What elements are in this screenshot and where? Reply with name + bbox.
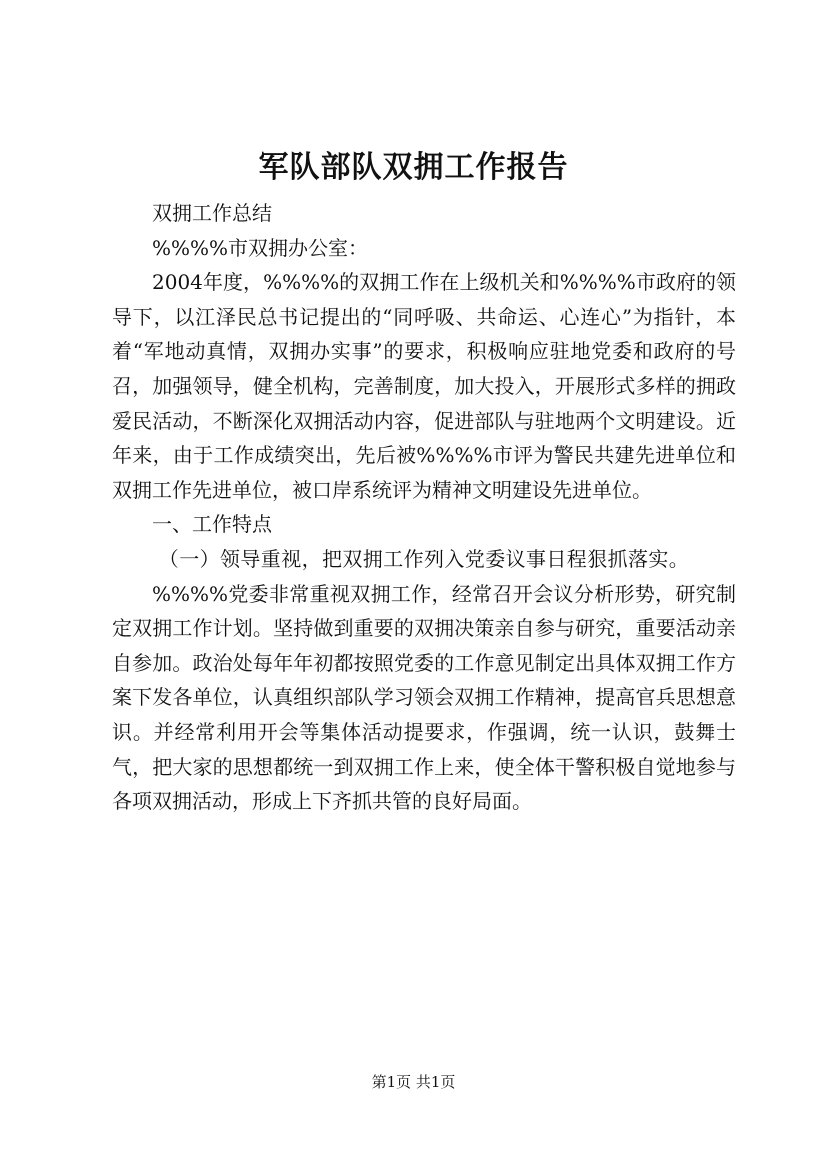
subsection-heading: （一）领导重视，把双拥工作列入党委议事日程狠抓落实。 xyxy=(158,546,690,571)
paragraph-addressee: %%%%市双拥办公室： xyxy=(152,235,369,260)
paragraph-overview: 2004年度，%%%%的双拥工作在上级机关和%%%%市政府的领导下，以江泽民总书记提出的“同呼吸、共命运、心连心”为指针，本着“军地动真情，双拥办实事”的要求，积极响应驻地党委和政府的号召，加强领导，健全机构，完善制度，加大投入，开展形式多样的拥政爱民活动，不断深化双拥活动内容，促进部队与驻地两个文明建设。近年来，由于工作成绩突出，先后被%%%%市评为警民共建先进单位和双拥工作先进单位，被口岸系统评为精神文明建设先进单位。 xyxy=(112,270,736,502)
paragraph-details: %%%%党委非常重视双拥工作，经常召开会议分析形势，研究制定双拥工作计划。坚持做到重要的双拥决策亲自参与研究，重要活动亲自参加。政治处每年年初都按照党委的工作意见制定出具体双拥工作方案下发各单位，认真组织部队学习领会双拥工作精神，提高官兵思想意识。并经常利用开会等集体活动提要求，作强调，统一认识，鼓舞士气，把大家的思想都统一到双拥工作上来，使全体干警积极自觉地参与各项双拥活动，形成上下齐抓共管的良好局面。 xyxy=(112,581,736,814)
document-title: 军队部队双拥工作报告 xyxy=(258,150,569,185)
paragraph-subtitle: 双拥工作总结 xyxy=(152,201,272,225)
page-footer: 第1页 共1页 xyxy=(371,1073,456,1091)
document-body xyxy=(112,196,736,819)
section-heading: 一、工作特点 xyxy=(152,512,272,537)
